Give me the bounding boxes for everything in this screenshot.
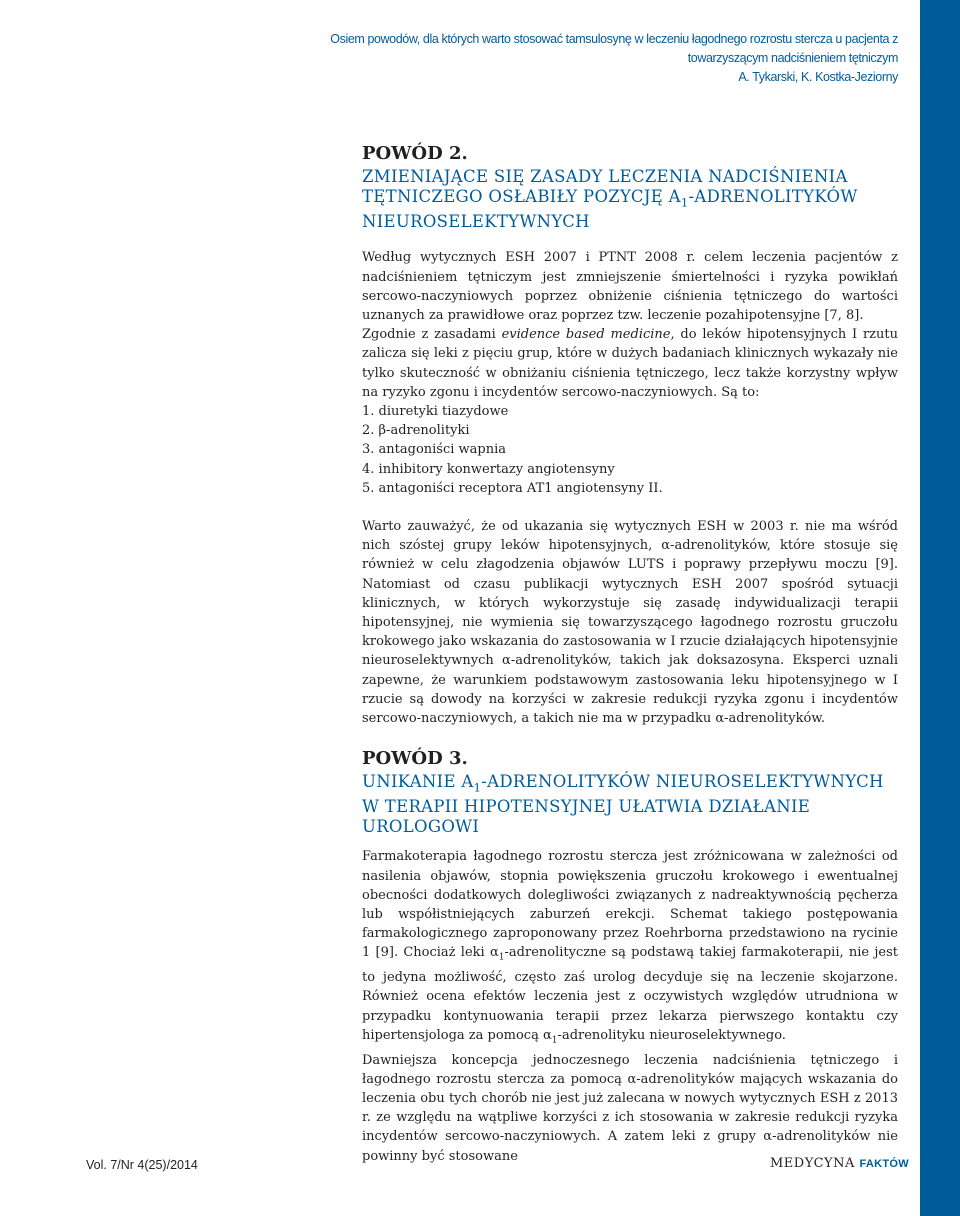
- page-sidebar-band: [920, 0, 960, 1216]
- title-sub: 1: [680, 195, 689, 210]
- title-part1: UNIKANIE A: [362, 772, 474, 791]
- page-number: 27: [922, 41, 950, 68]
- brand-sub: FAKTÓW: [859, 1158, 909, 1170]
- para-text: Zgodnie z zasadami: [362, 327, 502, 343]
- section-label: POWÓD 3.: [362, 748, 468, 769]
- brand-main: MEDYCYNA: [770, 1156, 855, 1171]
- list-item: 1. diuretyki tiazydowe: [362, 403, 509, 419]
- title-part2: -ADRENOLITYKÓW NIEUROSELEKTYWNYCH W TERAPII HIPOTENSYJNEJ UŁATWIA DZIAŁANIE UROLOGOWI: [362, 772, 884, 837]
- footer-brand-logo: [770, 1156, 909, 1171]
- paragraph: [362, 325, 898, 402]
- para-text: -adrenolityku nieuroselektywnego.: [557, 1027, 786, 1043]
- drug-group-list: [362, 402, 898, 498]
- section-title: [362, 167, 898, 232]
- title-part2: -ADRENOLITYKÓW NIEUROSELEKTYWNYCH: [362, 187, 858, 232]
- para-sub: 1: [498, 952, 505, 963]
- header-authors: A. Tykarski, K. Kostka-Jeziorny: [738, 70, 898, 84]
- para-sub: 1: [551, 1035, 558, 1046]
- para-text: , do leków hipotensyjnych I rzutu zalicza się leki z pięciu grup, które w dużych badaniach klinicznych wykazały nie tylko skuteczność w obniżaniu ciśnienia tętniczego, lecz także korzystny wpływ na ryzyko zgonu i incydentów sercowo-naczyniowych. Są to:: [362, 327, 898, 400]
- section-reason-2: [362, 143, 898, 728]
- section-reason-3: [362, 748, 898, 1166]
- paragraph: Według wytycznych ESH 2007 i PTNT 2008 r. celem leczenia pacjentów z nadciśnieniem tętniczym jest zmniejszenie śmiertelności i ryzyka powikłań sercowo-naczyniowych poprzez obniżenie ciśnienia tętniczego do wartości uznanych za prawidłowe oraz poprzez tzw. leczenie pozahipotensyjne [7, 8].: [362, 250, 898, 323]
- title-sub: 1: [473, 780, 482, 795]
- paragraph: Warto zauważyć, że od ukazania się wytycznych ESH w 2003 r. nie ma wśród nich szóstej grupy leków hipotensyjnych, α-adrenolityków, które stosuje się również w celu złagodzenia objawów LUTS i poprawy przepływu moczu [9]. Natomiast od czasu publikacji wytycznych ESH 2007 spośród sytuacji klinicznych, w których wykorzystuje się zasadę indywidualizacji terapii hipotensyjnej, nie wymienia się towarzyszącego łagodnego rozrostu gruczołu krokowego jako wskazania do zastosowania w I rzucie działających hipotensyjnie nieuroselektywnych α-adrenolityków, takich jak doksazosyna. Eksperci uznali zapewne, że warunkiem podstawowym zastosowania leku hipotensyjnego w I rzucie są dowody na korzyści w zakresie redukcji ryzyka zgonu i incydentów sercowo-naczyniowych, a takich nie ma w przypadku α-adrenolityków.: [362, 518, 898, 726]
- header-title: Osiem powodów, dla których warto stosować tamsulosynę w leczeniu łagodnego rozrostu stercza u pacjenta z towarzyszącym nadciśnieniem tętniczym: [330, 32, 898, 65]
- section-title: [362, 772, 898, 837]
- footer-issue: Vol. 7/Nr 4(25)/2014: [86, 1158, 198, 1172]
- title-part1: ZMIENIAJĄCE SIĘ ZASADY LECZENIA NADCIŚNIENIA TĘTNICZEGO OSŁABIŁY POZYCJĘ A: [362, 167, 848, 206]
- list-item: 4. inhibitory konwertazy angiotensyny: [362, 461, 615, 477]
- running-header: [258, 30, 898, 87]
- paragraph: [362, 847, 898, 1050]
- section-label: POWÓD 2.: [362, 143, 468, 164]
- paragraph: Dawniejsza koncepcja jednoczesnego leczenia nadciśnienia tętniczego i łagodnego rozrostu stercza za pomocą α-adrenolityków mających wskazania do leczenia obu tych chorób nie jest już zalecana w nowych wytycznych ESH z 2013 r. ze względu na wątpliwe korzyści z ich stosowania w zakresie redukcji ryzyka incydentów sercowo-naczyniowych. A zatem leki z grupy α-adrenolityków nie powinny być stosowane: [362, 1052, 898, 1164]
- list-item: 2. β-adrenolityki: [362, 423, 470, 439]
- list-item: 3. antagoniści wapnia: [362, 442, 507, 458]
- para-italic: evidence based medicine: [501, 327, 671, 343]
- para-text: Farmakoterapia łagodnego rozrostu stercza jest zróżnicowana w zależności od nasilenia objawów, stopnia powiększenia gruczołu krokowego i ewentualnej obecności dodatkowych dolegliwości związanych z nadreaktywnością pęcherza lub współistniejących zaburzeń erekcji. Schemat takiego postępowania farmakologicznego zaproponowany przez Roehrborna przedstawiono na rycinie 1 [9]. Chociaż leki α: [362, 849, 898, 961]
- list-item: 5. antagoniści receptora AT1 angiotensyny II.: [362, 480, 663, 496]
- para-text: -adrenolityczne są podstawą takiej farmakoterapii, nie jest to jedyna możliwość, często zaś urolog decyduje się na leczenie skojarzone. Również ocena efektów leczenia jest z oczywistych względów utrudniona w przypadku kontynuowania terapii przez lekarza pierwszego kontaktu czy hipertensjologa za pomocą α: [362, 945, 898, 1043]
